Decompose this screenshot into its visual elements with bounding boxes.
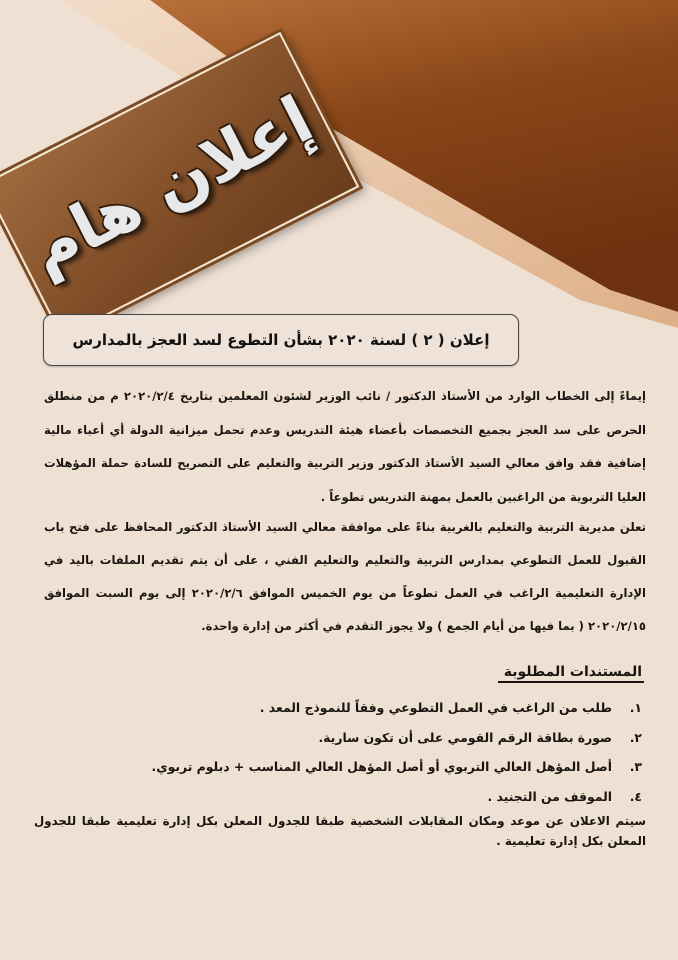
intro-paragraph: إيماءً إلى الخطاب الوارد من الأستاذ الدكتور / نائب الوزير لشئون المعلمين بتاريخ ٢٠٢٠/٢/٤ م من منطلق الحرص على سد العجز بجميع التخصصات بأعضاء هيئة التدريس وعدم تحمل ميزانية الدولة أي أعباء مالية إضافية فقد وافق معالي السيد الأستاذ الدكتور وزير التربية والتعليم على التصريح للسادة حملة المؤهلات العليا التربوية من الراغبين بالعمل بمهنة التدريس تطوعاً . bbox=[44, 389, 646, 504]
required-documents-heading: المستندات المطلوبة bbox=[498, 664, 644, 683]
list-item-text: أصل المؤهل العالي التربوي أو أصل المؤهل العالي المناسب + دبلوم تربوي. bbox=[151, 759, 612, 774]
interview-notice: سيتم الاعلان عن موعد ومكان المقابلات الشخصية طبقا للجدول المعلن بكل إدارة تعليمية طبقا للجدول المعلن بكل إدارة تعليمية . bbox=[34, 814, 646, 848]
list-item-text: صورة بطاقة الرقم القومي على أن تكون سارية. bbox=[318, 730, 612, 745]
list-item bbox=[488, 789, 642, 804]
announcement-paragraph: تعلن مديرية التربية والتعليم بالغربية بناءً على موافقة معالي السيد الأستاذ الدكتور المحافظ على فتح باب القبول للعمل التطوعي بمدارس التربية والتعليم والتعليم الفني ، على أن يتم تقديم الملفات باليد في الإدارة التعليمية الراغب في العمل تطوعاً من يوم الخميس الموافق ٢٠٢٠/٢/٦ إلى يوم السبت الموافق ٢٠٢٠/٢/١٥ ( بما فيها من أيام الجمع ) ولا يجوز التقدم في أكثر من إدارة واحدة. bbox=[44, 520, 646, 633]
list-item bbox=[260, 700, 642, 715]
list-item-text: طلب من الراغب في العمل التطوعي وفقاً للنموذج المعد . bbox=[259, 700, 612, 715]
list-item-number: ٣. bbox=[629, 759, 642, 774]
list-item-number: ٤. bbox=[629, 789, 642, 804]
list-item bbox=[318, 730, 642, 745]
headline-title: إعلان ( ٢ ) لسنة ٢٠٢٠ بشأن التطوع لسد العجز بالمدارس bbox=[72, 331, 490, 349]
list-item-number: ٢. bbox=[629, 730, 642, 745]
list-item-text: الموقف من التجنيد . bbox=[487, 789, 612, 804]
badge-title: إعلان هام bbox=[17, 82, 325, 288]
list-item-number: ١. bbox=[629, 700, 642, 715]
headline-box bbox=[43, 314, 519, 366]
list-item bbox=[152, 759, 643, 774]
